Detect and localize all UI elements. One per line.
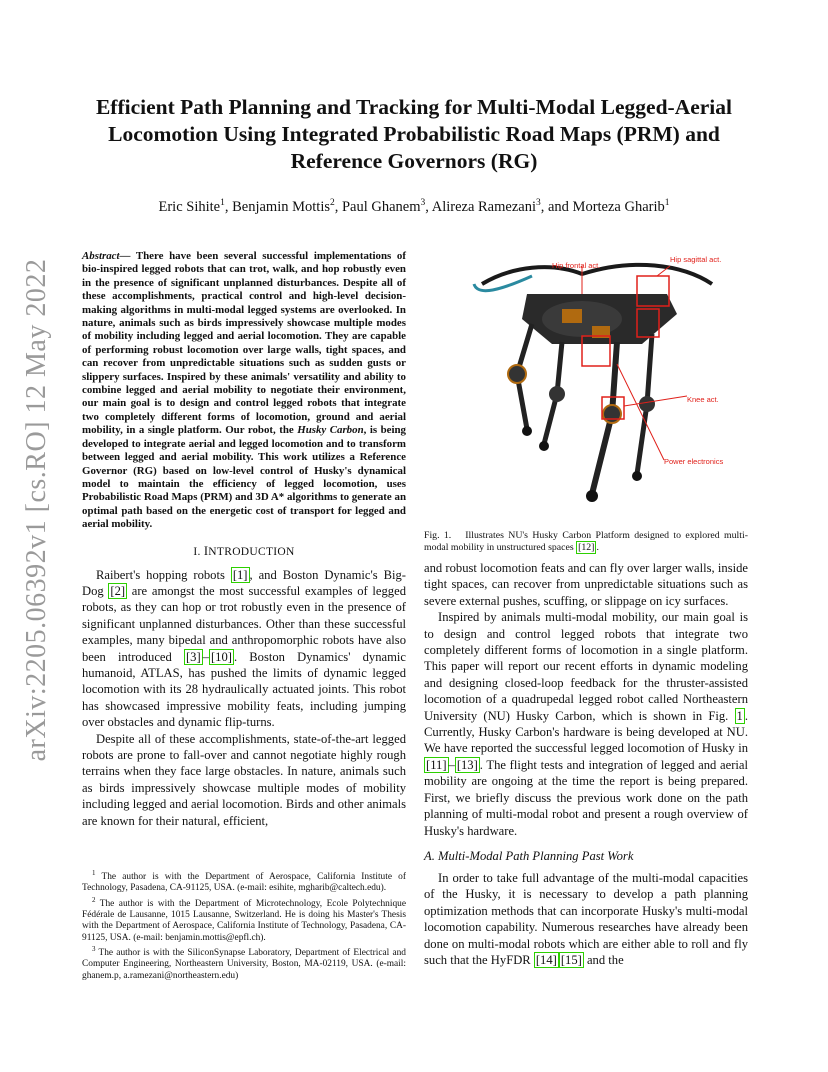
abstract-text: , is being developed to integrate aerial and legged locomotion and to transform between legged and aerial mobility. This work utilizes a Reference Governor (RG) based on low-level control of Husky's dynamical model to maintain the efficiency of legged locomotion, uses Probabilistic Road Maps (PRM) and 3D A* algorithms to generate an optimal path based on the energetic cost of transport for legged and aerial mobility.	[82, 424, 406, 531]
citation-link[interactable]: [1]	[232, 567, 248, 582]
author-separator: , and	[540, 198, 573, 215]
robot-name: Husky Carbon	[297, 424, 364, 437]
citation-link[interactable]: [12]	[578, 542, 595, 553]
abstract-label: Abstract	[82, 250, 120, 262]
title-line: Reference Governors (RG)	[290, 149, 538, 173]
title-line: Efficient Path Planning and Tracking for Multi-Modal Legged-Aerial	[95, 95, 733, 119]
intro-paragraph-1: Raibert's hopping robots [1] , and Boston Dynamic's Big-Dog [2] are amongst the most successful examples of legged robots, as they can hop or trot robustly even in the presence of significant unplanned disturbances. Other than these successful examples, many bipedal and anthropomorphic robots have also been introduced [3] – [10] . Boston Dynamics' dynamic humanoid, ATLAS, has pushed the limits of dynamic legged locomotion with its 28 hydraulically actuated joints. This robot has showcased impressive mobility feats, including jumping over obstacles and dynamic flip-turns.	[82, 567, 407, 730]
paper-title	[60, 94, 768, 175]
citation-link[interactable]: [14]	[535, 952, 557, 967]
citation-link[interactable]: [15]	[560, 952, 582, 967]
author-name: Paul Ghanem	[341, 198, 421, 215]
abstract-text: There have been several successful implementations of bio-inspired legged robots that can trot, walk, and hop robustly even in the presence of significant unplanned disturbances. Despite all of these accomplishments, practical control and high-level decision-making algorithms in multi-modal legged systems are overlooked. In nature, animals such as birds impressively showcase multiple modes of mobility including legged and aerial locomotion. They are capable of performing robust locomotion over large walls, tight spaces, and can recover from unpredictable situations such as sudden gusts or slippery surfaces. Inspired by these animals' versatility and ability to combine legged and aerial mobility to negotiate their environment, our main goal is to design and control legged robots that integrate two completely different forms of locomotion, ground and aerial mobility, in a single platform. Our robot, the	[82, 250, 406, 437]
figure-caption: Fig. 1. Illustrates NU's Husky Carbon Platform designed to explored multi-modal mobility in unstructured spaces [12] .	[424, 530, 748, 553]
right-paragraph-2: Inspired by animals multi-modal mobility, our main goal is to design and control legged robots that integrate two completely different forms of locomotion in a single platform. This paper will report our recent efforts in dynamic modeling and designing closed-loop feedback for the thruster-assisted locomotion of a quadrupedal legged robot called Northeastern University (NU) Husky Carbon, which is shown in Fig. 1 . Currently, Husky Carbon's hardware is being developed at NU. We have reported the successful legged locomotion of Husky in [11] – [13] . The flight tests and integration of legged and aerial mobility are ongoing at the time the report is being prepared. First, we briefly discuss the previous work done on the path planning of multi-modal robot and present a rough overview of Husky's hardware.	[424, 610, 748, 838]
footnote: $^1$ The author is with the Department of Aerospace, California Institute of Technology, Pasadena, CA-91125, USA. (e-mail: esihite, mgharib@caltech.edu).	[82, 869, 406, 894]
citation-link[interactable]: [3]	[185, 649, 201, 664]
affiliation-mark: 3	[420, 198, 426, 208]
section-heading-introduction: I. INTRODUCTION	[193, 543, 295, 558]
author-separator: ,	[334, 198, 342, 215]
affiliation-mark: 1	[664, 198, 670, 208]
citation-link[interactable]: [11]	[426, 757, 447, 772]
footnote: $^3$ The author is with the SiliconSynapse Laboratory, Department of Electrical and Computer Engineering, Northeastern University, Boston, MA-02119, USA. (e-mail: ghanem.p, a.ramezani@northeastern.edu)	[82, 945, 406, 981]
title-line: Locomotion Using Integrated Probabilistic Road Maps (PRM) and	[108, 122, 720, 146]
footnote: $^2$ The author is with the Department of Microtechnology, Ecole Polytechnique Fédérale de Lausanne, 1015 Lausanne, Switzerland. He is doing his Master's Thesis with the Department of Aerospace, California Institute of Technology, Pasadena, CA-91125, USA. (e-mail: benjamin.mottis@epfl.ch).	[82, 895, 406, 943]
author-name: Morteza Gharib	[572, 198, 665, 215]
arxiv-sidebar	[21, 258, 52, 762]
intro-paragraph-2: Despite all of these accomplishments, state-of-the-art legged robots are prone to fall-over and cannot negotiate highly rough terrains when they face large obstacles. In nature, animals such as birds impressively showcase multiple modes of mobility including legged and aerial locomotion. Birds and other animals are known for their natural, efficient,	[82, 731, 406, 828]
label-knee: Knee act.	[687, 395, 719, 404]
label-power-electronics: Power electronics	[664, 457, 724, 466]
right-paragraph-1: and robust locomotion feats and can fly over larger walls, inside tight spaces, can recover from unpredictable situations such as severe external pushes, scuffing, or slippage on icy surfaces.	[424, 561, 748, 608]
citation-link[interactable]: [13]	[456, 757, 478, 772]
author-list	[60, 198, 768, 216]
author-name: Eric Sihite	[158, 198, 221, 215]
author-separator: ,	[425, 198, 432, 215]
citation-link[interactable]: [2]	[110, 583, 126, 598]
right-column	[424, 254, 748, 968]
author-name: Alireza Ramezani	[431, 198, 536, 215]
arxiv-identifier: arXiv:2205.06392v1 [cs.RO] 12 May 2022	[21, 258, 52, 762]
affiliation-mark: 2	[329, 198, 335, 208]
affiliation-mark: 1	[220, 198, 225, 208]
label-hip-frontal: Hip frontal act.	[552, 261, 601, 270]
citation-link[interactable]: [10]	[210, 649, 232, 664]
figure-ref-link[interactable]: 1	[736, 708, 743, 723]
author-separator: ,	[224, 198, 233, 215]
subsection-heading: A. Multi-Modal Path Planning Past Work	[424, 848, 634, 863]
left-column	[82, 250, 406, 829]
author-name: Benjamin Mottis	[232, 198, 330, 215]
footnotes	[82, 868, 406, 982]
affiliation-mark: 3	[535, 198, 541, 208]
caption-label: Fig. 1.	[424, 530, 452, 541]
abstract-dash: —	[119, 250, 136, 262]
abstract	[82, 250, 406, 532]
label-hip-sagittal: Hip sagittal act.	[670, 255, 722, 264]
figure-robot-photo	[432, 254, 736, 516]
right-paragraph-3: In order to take full advantage of the multi-modal capacities of the Husky, it is necessary to develop a path planning optimization methods that can incorporate Husky's multi-modal locomotion capability. Numerous researches have already been done on multi-modal robots which are either able to roll and fly such that the HyFDR [14] [15] and the	[424, 870, 748, 967]
husky-carbon-illustration	[432, 254, 736, 516]
